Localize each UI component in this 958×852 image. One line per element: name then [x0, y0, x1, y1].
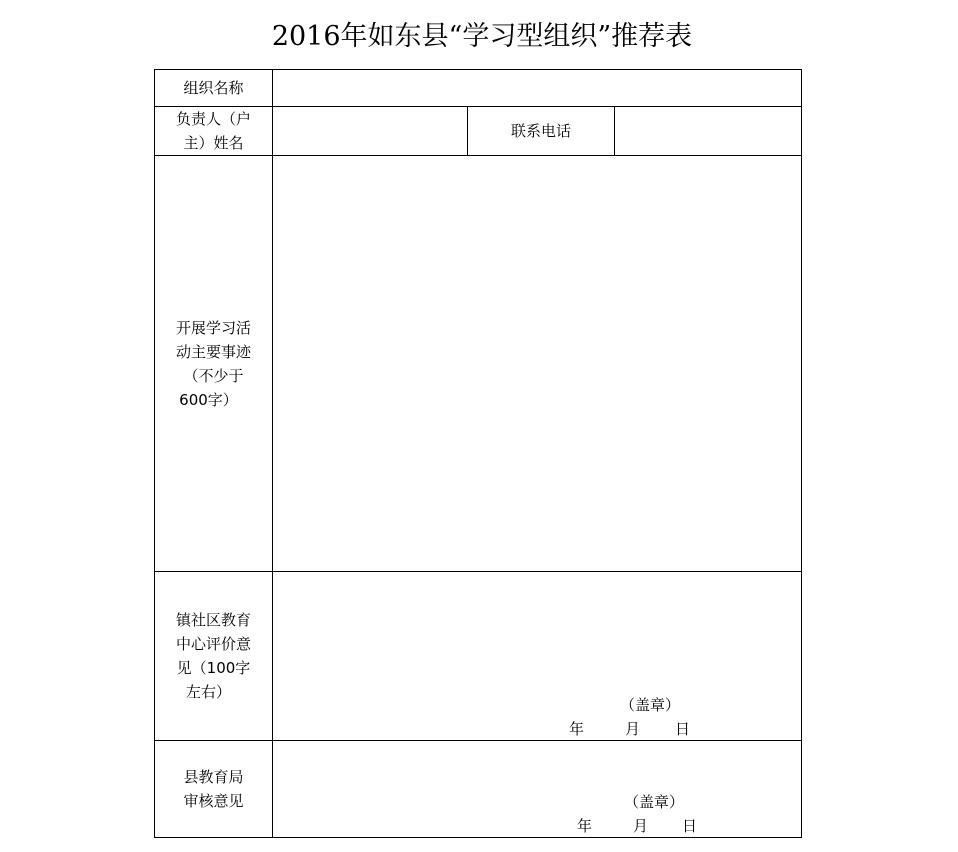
date-day: 日: [675, 720, 691, 738]
date-year: 年: [577, 817, 593, 835]
label-line: （不少于: [183, 367, 244, 385]
county-bureau-review-field[interactable]: [273, 741, 801, 837]
table-border: [154, 837, 802, 838]
seal-placeholder: （盖章）: [620, 696, 681, 714]
label-line: 600字）: [179, 391, 238, 409]
responsible-person-field[interactable]: [273, 107, 467, 155]
town-center-opinion-label: [155, 608, 272, 704]
responsible-person-label: [155, 107, 272, 155]
phone-field[interactable]: [615, 107, 801, 155]
label-line: 开展学习活: [175, 319, 251, 337]
date-month: 月: [633, 817, 649, 835]
label-line: 主）姓名: [183, 134, 244, 152]
table-border: [154, 69, 155, 838]
label-line: 中心评价意: [175, 635, 251, 653]
label-line: 审核意见: [183, 792, 244, 810]
label-line: 见（100字: [176, 659, 251, 677]
label-line: 县教育局: [183, 768, 244, 786]
label-line: 负责人（户: [175, 110, 251, 128]
date-day: 日: [682, 817, 698, 835]
org-name-label: 组织名称: [183, 79, 244, 97]
main-activities-field[interactable]: [273, 156, 801, 571]
date-year: 年: [569, 720, 585, 738]
label-line: 左右）: [185, 683, 231, 701]
table-border: [801, 69, 802, 838]
phone-label: 联系电话: [510, 122, 571, 140]
date-month: 月: [625, 720, 641, 738]
label-line: 动主要事迹: [175, 343, 251, 361]
main-activities-label: [155, 316, 272, 412]
town-center-opinion-field[interactable]: [273, 572, 801, 740]
document-title: 2016年如东县“学习型组织”推荐表: [271, 21, 693, 52]
label-line: 镇社区教育: [175, 611, 251, 629]
org-name-field[interactable]: [273, 70, 801, 106]
county-bureau-review-label: [155, 765, 272, 813]
seal-placeholder: （盖章）: [624, 793, 685, 811]
